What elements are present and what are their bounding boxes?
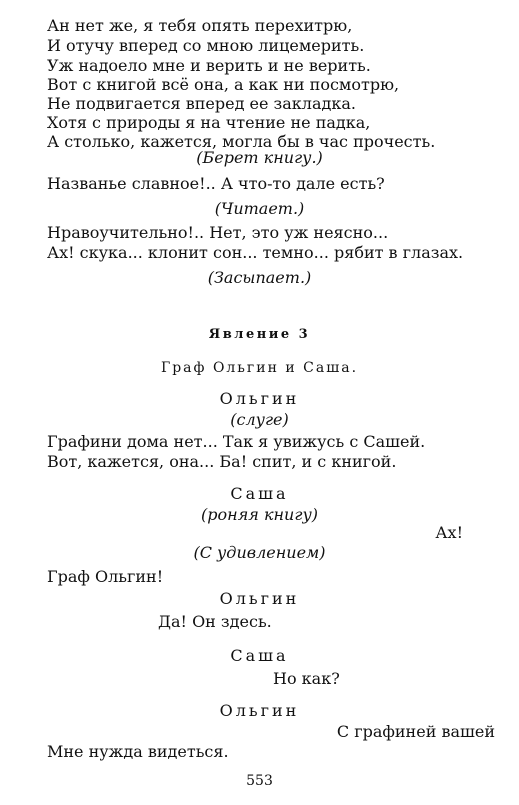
stage-direction: (Читает.) <box>214 199 305 218</box>
scene-heading: Явление 3 <box>208 327 311 342</box>
verse-line: С графиней вашей <box>336 722 495 741</box>
verse-line: Граф Ольгин! <box>47 567 164 586</box>
verse-line: Уж надоело мне и верить и не верить. <box>47 56 371 75</box>
verse-line: И отучу вперед со мною лицемерить. <box>47 36 365 55</box>
verse-line: Ан нет же, я тебя опять перехитрю, <box>47 16 353 35</box>
verse-line: Но как? <box>273 669 340 688</box>
verse-line: Хотя с природы я на чтение не падка, <box>47 113 371 132</box>
stage-direction: (С удивлением) <box>193 543 326 562</box>
speaker-name: Ольгин <box>219 589 300 608</box>
character-list: Граф Ольгин и Саша. <box>160 360 359 376</box>
speaker-name: Саша <box>230 484 289 503</box>
verse-line: Вот с книгой всё она, а как ни посмотрю, <box>47 75 400 94</box>
speaker-name: Ольгин <box>219 701 300 720</box>
verse-line: Ах! скука... клонит сон... темно... рябит в глазах. <box>47 243 464 262</box>
verse-line: Да! Он здесь. <box>158 612 272 631</box>
verse-line: Графини дома нет... Так я увижусь с Сашей. <box>47 432 426 451</box>
stage-direction: (Берет книгу.) <box>196 148 323 167</box>
page-number: 553 <box>246 773 273 789</box>
speaker-name: Саша <box>230 646 289 665</box>
verse-line: Нравоучительно!.. Нет, это уж неясно... <box>47 223 389 242</box>
verse-line: А столько, кажется, могла бы в час прочесть. <box>47 132 436 151</box>
stage-direction: (роняя книгу) <box>201 505 318 524</box>
verse-line: Ах! <box>435 523 463 542</box>
stage-direction: (слуге) <box>230 410 289 429</box>
speaker-name: Ольгин <box>219 389 300 408</box>
verse-line: Не подвигается вперед ее закладка. <box>47 94 356 113</box>
verse-line: Вот, кажется, она... Ба! спит, и с книгой. <box>47 452 397 471</box>
stage-direction: (Засыпает.) <box>207 268 312 287</box>
verse-line: Мне нужда видеться. <box>47 742 229 761</box>
verse-line: Названье славное!.. А что-то дале есть? <box>47 174 385 193</box>
